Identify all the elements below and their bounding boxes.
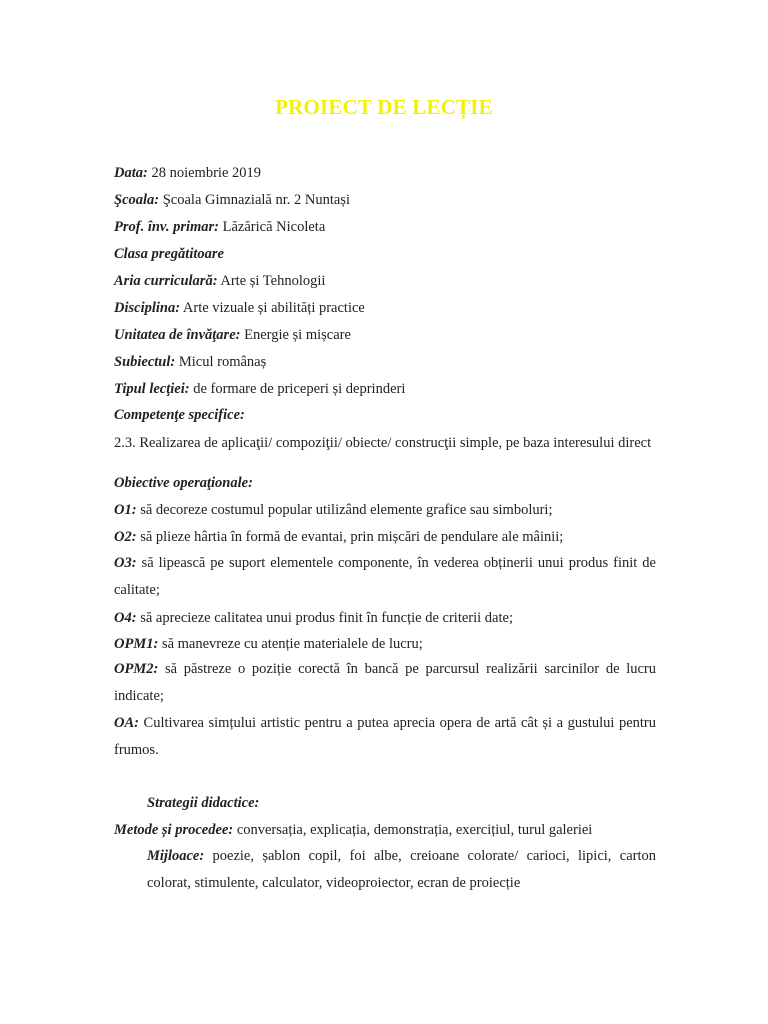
- field-label: Subiectul:: [114, 354, 176, 370]
- field-tipul: [114, 381, 656, 397]
- objective-code: OA:: [114, 715, 139, 731]
- objective-text: Cultivarea simțului artistic pentru a putea aprecia opera de artă cât și a gustului pentru frumos.: [114, 715, 656, 758]
- field-label: Disciplina:: [114, 300, 181, 316]
- metode-text: conversația, explicația, demonstrația, exercițiul, turul galeriei: [233, 822, 593, 838]
- obiective-heading: [114, 475, 656, 491]
- objective-text: să lipească pe suport elementele componente, în vederea obținerii unui produs finit de calitate;: [114, 555, 656, 598]
- objective-item-o3: [114, 550, 656, 604]
- field-value: 28 noiembrie 2019: [147, 165, 262, 181]
- field-value: de formare de priceperi și deprinderi: [189, 381, 406, 397]
- field-value: Energie și mișcare: [240, 327, 351, 343]
- metode-line: [114, 822, 656, 838]
- mijloace-text: poezie, șablon copil, foi albe, creioane colorate/ carioci, lipici, carton colorat, stimulente, calculator, videoproiector, ecran de proiecție: [147, 848, 656, 891]
- competente-label: Competenţe specifice:: [114, 407, 245, 423]
- strategii-label: Strategii didactice:: [147, 795, 260, 811]
- field-aria: [114, 273, 656, 289]
- field-value: Lăzărică Nicoleta: [219, 219, 326, 235]
- objective-text: să păstreze o poziție corectă în bancă pe parcursul realizării sarcinilor de lucru indicate;: [114, 661, 656, 704]
- field-scoala: [114, 192, 656, 208]
- field-label: Prof. înv. primar:: [114, 219, 219, 235]
- objective-item-o2: [114, 529, 656, 545]
- objective-code: OPM2:: [114, 661, 159, 677]
- field-data: [114, 165, 656, 181]
- field-label: Şcoala:: [114, 192, 160, 208]
- objective-item-opm1: [114, 636, 656, 652]
- objective-item-opm2: [114, 656, 656, 710]
- strategii-heading: [147, 795, 689, 811]
- field-label: Clasa pregătitoare: [114, 246, 224, 262]
- field-prof: [114, 219, 656, 235]
- objective-text: să manevreze cu atenție materialele de lucru;: [158, 636, 423, 652]
- mijloace-line: [147, 843, 656, 897]
- field-label: Unitatea de învăţare:: [114, 327, 241, 343]
- field-clasa: [114, 246, 656, 262]
- field-subiectul: [114, 354, 656, 370]
- objective-code: O3:: [114, 555, 137, 571]
- field-value: Micul românaș: [175, 354, 267, 370]
- objective-code: O1:: [114, 502, 137, 518]
- competente-text: 2.3. Realizarea de aplicaţii/ compoziţii/ obiecte/ construcţii simple, pe baza interesului direct: [114, 435, 652, 451]
- objective-text: să aprecieze calitatea unui produs finit în funcție de criterii date;: [136, 610, 513, 626]
- field-unitatea: [114, 327, 656, 343]
- objective-item-o1: [114, 502, 656, 518]
- field-label: Aria curriculară:: [114, 273, 218, 289]
- page-title: PROIECT DE LECȚIE: [275, 95, 493, 119]
- metode-label: Metode și procedee:: [114, 822, 234, 838]
- objective-code: OPM1:: [114, 636, 159, 652]
- field-value: Arte și Tehnologii: [217, 273, 326, 289]
- mijloace-label: Mijloace:: [147, 848, 205, 864]
- competente-heading: [114, 407, 656, 423]
- field-label: Data:: [114, 165, 148, 181]
- field-value: Arte vizuale și abilități practice: [180, 300, 365, 316]
- field-value: Şcoala Gimnazială nr. 2 Nuntași: [159, 192, 350, 208]
- obiective-label: Obiective operaţionale:: [114, 475, 253, 491]
- objective-item-oa: [114, 710, 656, 764]
- field-disciplina: [114, 300, 656, 316]
- objective-code: O4:: [114, 610, 137, 626]
- objective-text: să plieze hârtia în formă de evantai, prin mișcări de pendulare ale mâinii;: [136, 529, 564, 545]
- objective-text: să decoreze costumul popular utilizând elemente grafice sau simboluri;: [136, 502, 553, 518]
- objective-item-o4: [114, 610, 656, 626]
- field-label: Tipul lecţiei:: [114, 381, 190, 397]
- objective-code: O2:: [114, 529, 137, 545]
